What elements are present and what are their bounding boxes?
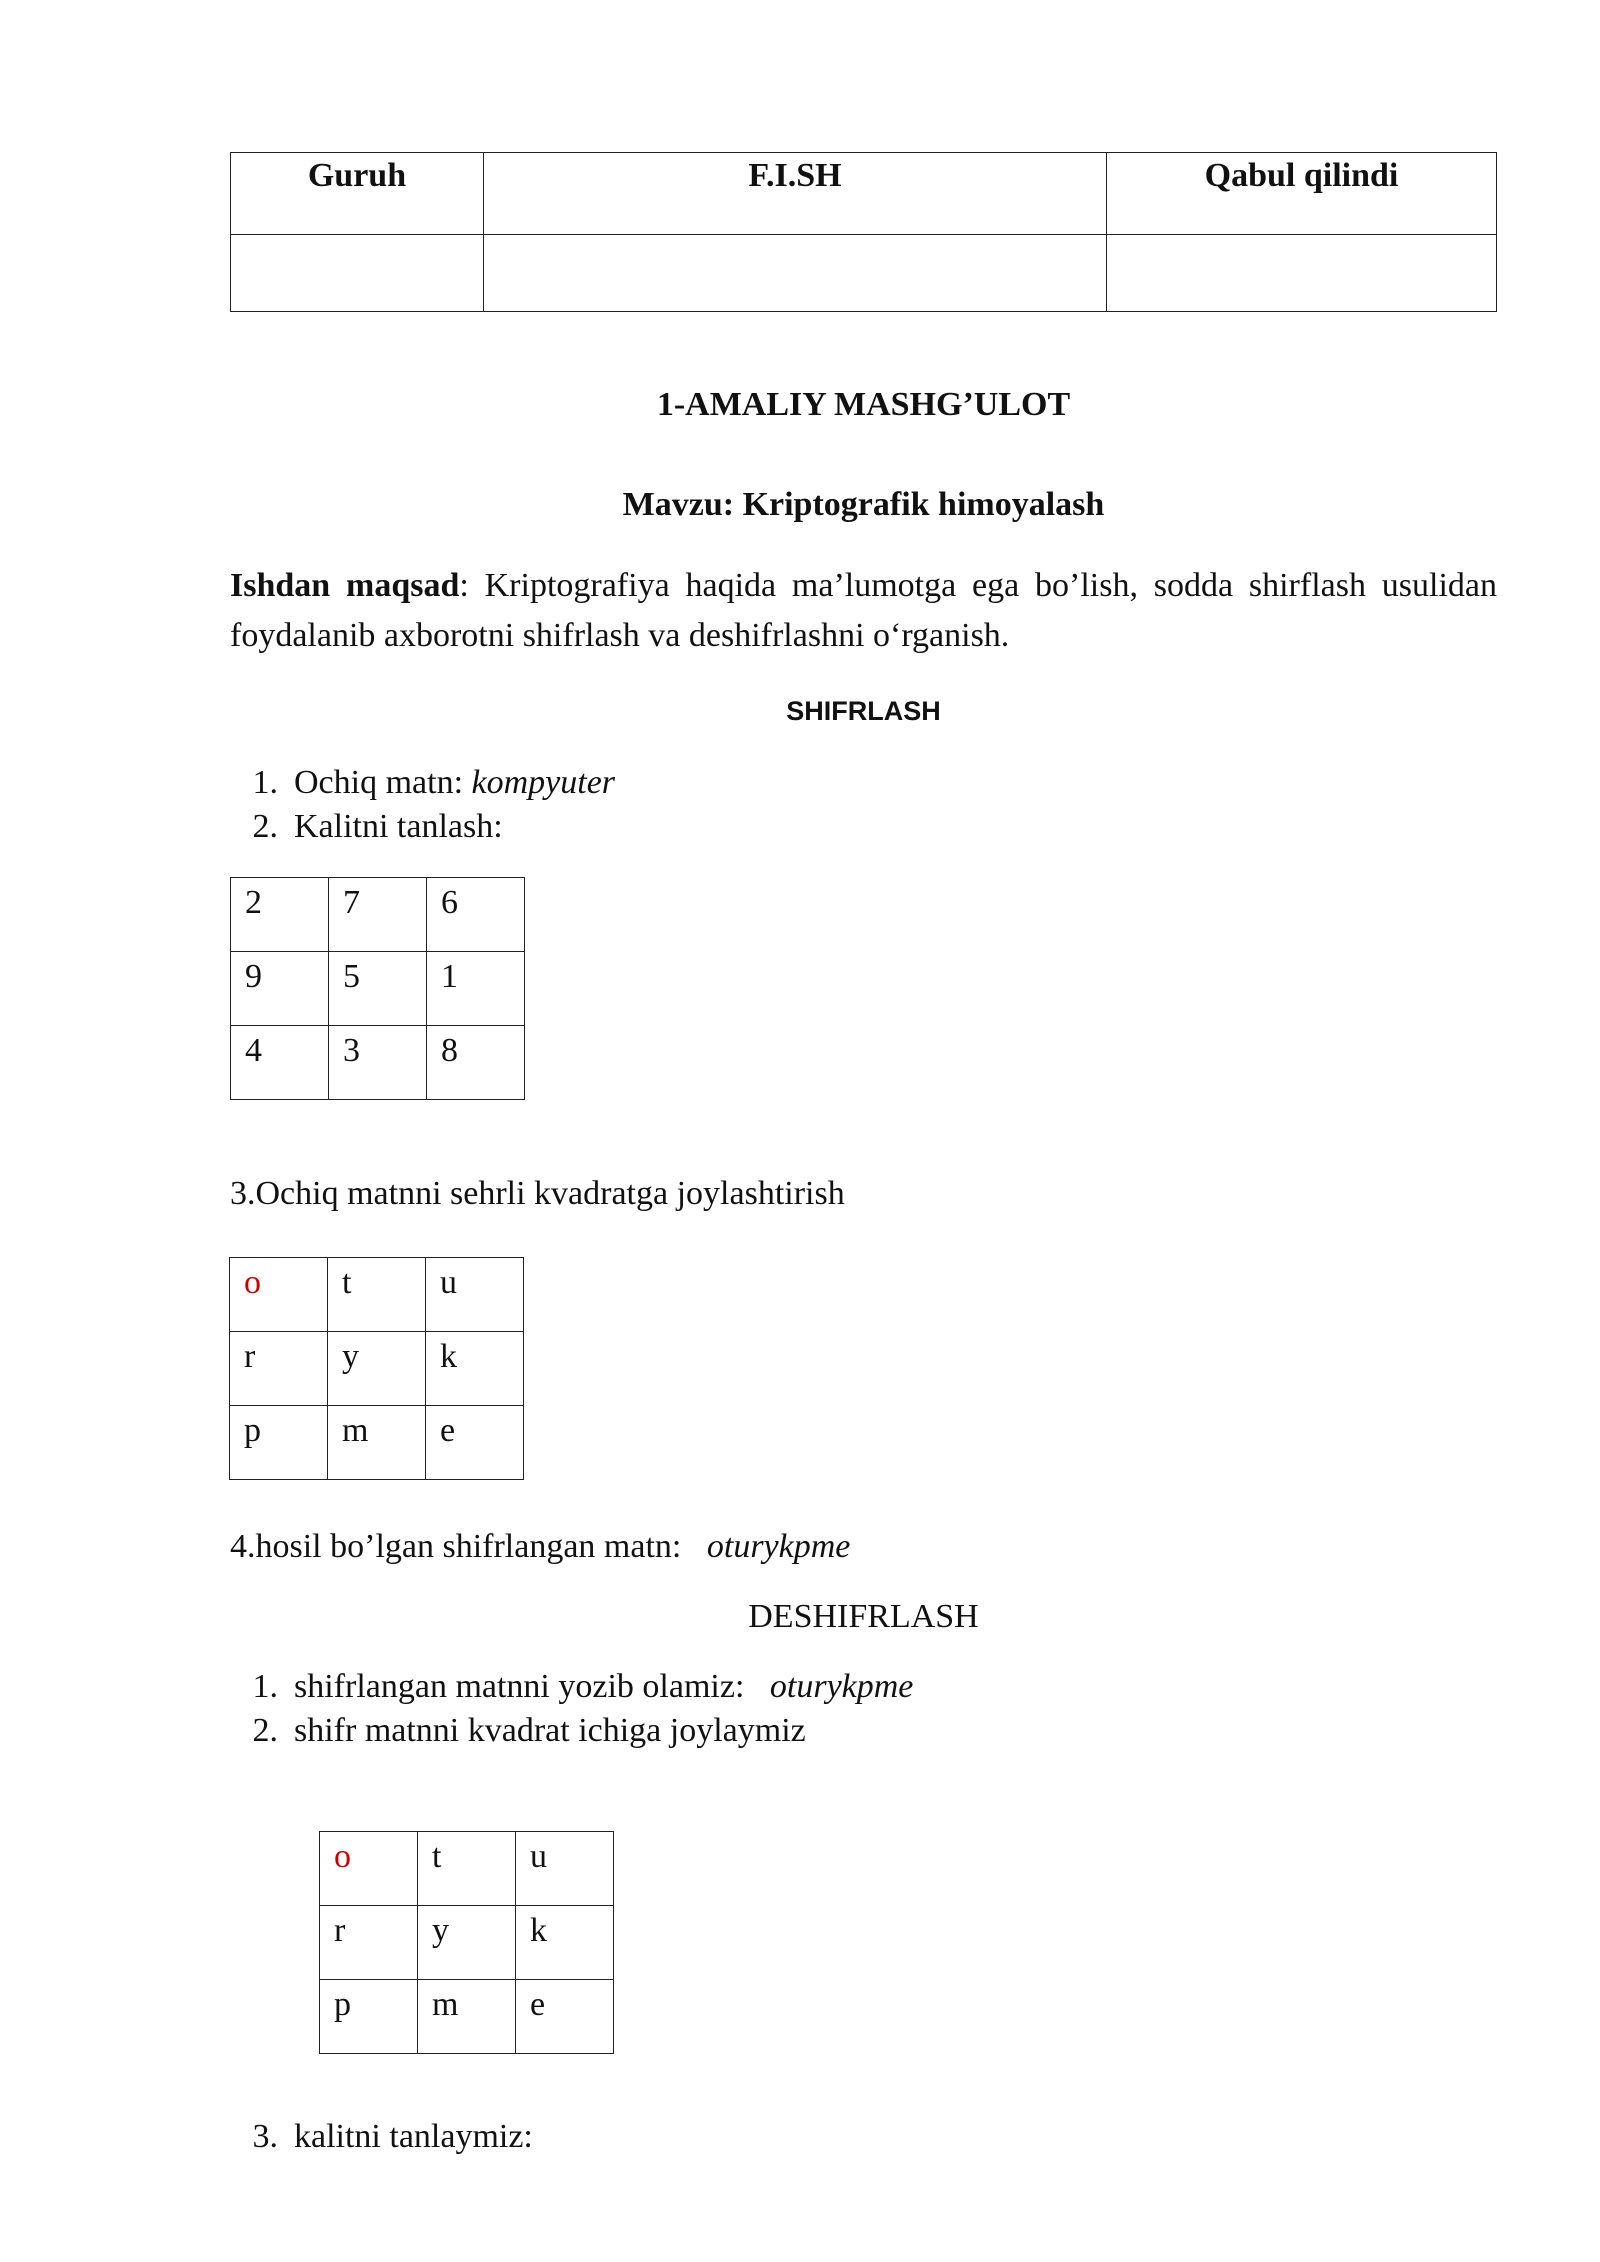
grid-cell: 8	[427, 1026, 525, 1100]
step-label: Ochiq matn:	[294, 764, 472, 801]
grid-cell: m	[328, 1406, 426, 1480]
step-label: shifr matnni kvadrat ichiga joylaymiz	[294, 1712, 806, 1749]
grid-row	[320, 1832, 614, 1906]
encrypt-step-1	[230, 764, 615, 802]
grid-row	[231, 1026, 525, 1100]
grid-cell: 2	[231, 878, 329, 952]
grid-row	[231, 878, 525, 952]
name-cell	[484, 235, 1107, 312]
accepted-cell	[1107, 235, 1497, 312]
grid-row	[230, 1406, 524, 1480]
step-label: Kalitni tanlash:	[294, 808, 503, 845]
grid-cell: o	[230, 1258, 328, 1332]
step-label: shifrlangan matnni yozib olamiz:	[294, 1668, 745, 1705]
grid-cell: 7	[329, 878, 427, 952]
step-number: 1.	[252, 764, 278, 801]
encrypt-step-4	[230, 1528, 850, 1566]
grid-cell: r	[230, 1332, 328, 1406]
grid-row	[230, 1332, 524, 1406]
encrypt-step-3: 3.Ochiq matnni sehrli kvadratga joylashtirish	[230, 1175, 845, 1212]
encrypt-text-grid	[229, 1257, 524, 1480]
grid-cell: e	[516, 1980, 614, 2054]
grid-cell: 1	[427, 952, 525, 1026]
header-col-group: Guruh	[231, 153, 484, 235]
goal-paragraph	[230, 561, 1497, 661]
decrypt-step-3	[230, 2118, 533, 2156]
grid-cell: 5	[329, 952, 427, 1026]
ciphertext-value: oturykpme	[706, 1528, 851, 1565]
grid-cell: 3	[329, 1026, 427, 1100]
grid-cell: o	[320, 1832, 418, 1906]
subject: Mavzu: Kriptografik himoyalash	[622, 486, 1105, 523]
grid-cell: p	[230, 1406, 328, 1480]
grid-cell: 9	[231, 952, 329, 1026]
decrypt-step-2	[230, 1712, 806, 1750]
goal-text: : Kriptografiya haqida ma’lumotga ega bo’lish, sodda shirflash usulidan foydalanib axborotni shifrlash va deshifrlashni o‘rganish.	[230, 567, 1497, 654]
ciphertext-value: oturykpme	[769, 1668, 914, 1705]
header-col-accepted: Qabul qilindi	[1107, 153, 1497, 235]
decrypt-step-1	[230, 1668, 913, 1706]
grid-cell: y	[418, 1906, 516, 1980]
header-table	[230, 152, 1497, 312]
goal-label: Ishdan maqsad	[230, 567, 460, 604]
grid-row	[230, 1258, 524, 1332]
grid-row	[320, 1980, 614, 2054]
step-number: 2.	[252, 808, 278, 845]
header-col-name: F.I.SH	[484, 153, 1107, 235]
grid-cell: p	[320, 1980, 418, 2054]
grid-row	[231, 952, 525, 1026]
encrypt-step-2	[230, 808, 503, 846]
page-title: 1-AMALIY MASHG’ULOT	[656, 386, 1071, 423]
step-number: 3.	[252, 2118, 278, 2155]
step-number: 1.	[252, 1668, 278, 1705]
plaintext-value: kompyuter	[471, 764, 616, 801]
grid-row	[320, 1906, 614, 1980]
encrypt-heading: SHIFRLASH	[786, 696, 941, 726]
key-grid	[230, 877, 525, 1100]
grid-cell: u	[516, 1832, 614, 1906]
decrypt-heading: DESHIFRLASH	[748, 1598, 979, 1635]
grid-cell: e	[426, 1406, 524, 1480]
grid-cell: t	[418, 1832, 516, 1906]
decrypt-text-grid	[319, 1831, 614, 2054]
step-label: kalitni tanlaymiz:	[294, 2118, 533, 2155]
grid-cell: m	[418, 1980, 516, 2054]
grid-cell: k	[426, 1332, 524, 1406]
grid-cell: t	[328, 1258, 426, 1332]
step-number: 2.	[252, 1712, 278, 1749]
grid-cell: k	[516, 1906, 614, 1980]
grid-cell: 6	[427, 878, 525, 952]
grid-cell: u	[426, 1258, 524, 1332]
step-label: 4.hosil bo’lgan shifrlangan matn:	[230, 1528, 682, 1565]
grid-cell: 4	[231, 1026, 329, 1100]
grid-cell: y	[328, 1332, 426, 1406]
grid-cell: r	[320, 1906, 418, 1980]
group-cell	[231, 235, 484, 312]
